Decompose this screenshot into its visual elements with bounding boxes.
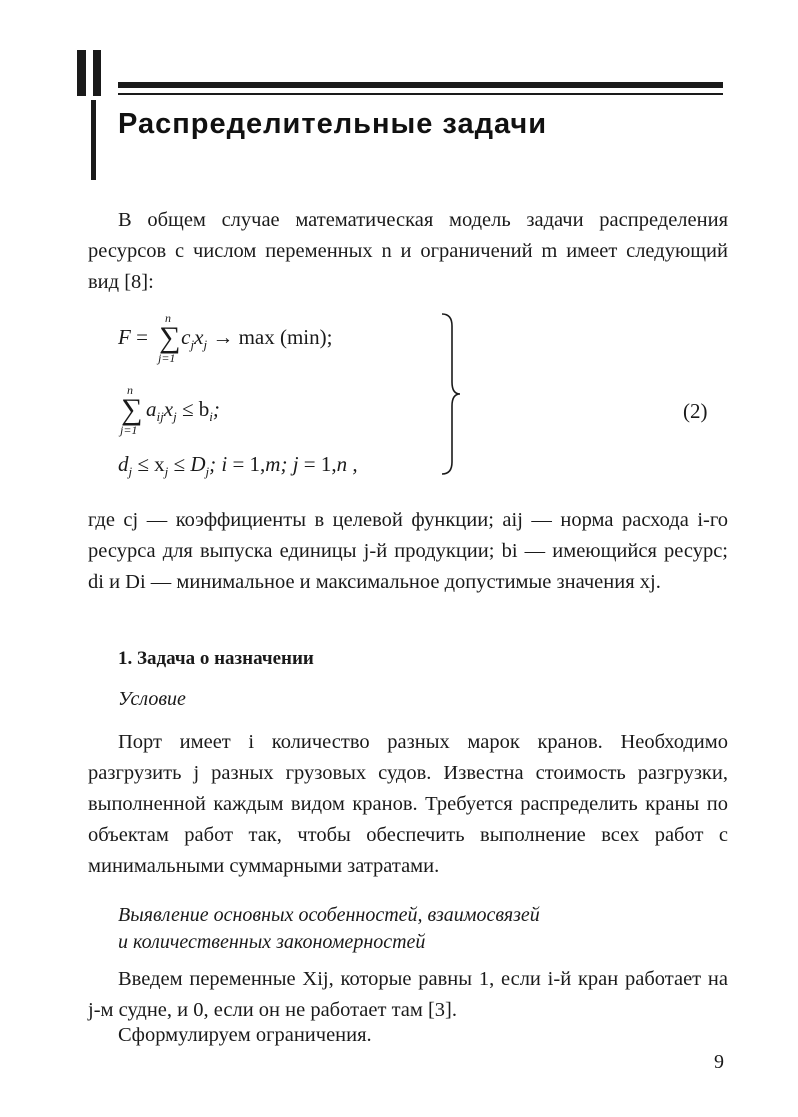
condition-label: Условие [118, 688, 186, 710]
condition-paragraph [88, 727, 728, 882]
objective-function: F = n ∑ j=1 $c_jx_j \to \max (\min)$; [118, 311, 333, 365]
constraints-paragraph [88, 1020, 728, 1051]
chapter-mark-bar-1 [77, 50, 86, 96]
chapter-mark-bar-3 [91, 100, 96, 180]
constraints-text: Сформулируем ограничения. [118, 1024, 372, 1046]
constraint-tail: ≤ b [181, 397, 210, 421]
variables-paragraph [88, 964, 728, 1026]
sum-symbol: n ∑ j=1 [120, 383, 143, 437]
legend-paragraph [88, 505, 728, 598]
page-number: 9 [714, 1051, 724, 1073]
header-rule-thin [118, 93, 723, 95]
bounds-line: ≤ x [137, 452, 165, 476]
objective-tail: → max (min); [212, 325, 333, 349]
resource-constraint: n ∑ j=1 $a_{ij}x_j \le b_i$; [120, 383, 220, 437]
legend-text: где cj — коэффициенты в целевой функции; aij — норма расхода i-го ресурса для выпуска единицы j-й продукции; bi — имеющийся ресурс; di и Di — минимальное и максимальное допустимые значения xj. [88, 509, 728, 593]
header-rule-thick [118, 82, 723, 88]
analysis-heading-line2: и количественных закономерностей [118, 931, 426, 953]
bounds-constraint: $d_j \le x_j \le D_j$; i = 1,m; j = 1,n , [118, 452, 358, 480]
analysis-heading-line1: Выявление основных особенностей, взаимосвязей [118, 904, 540, 926]
sum-symbol: n ∑ j=1 [158, 311, 181, 365]
right-brace [440, 312, 462, 476]
equation-number: (2) [683, 399, 708, 423]
intro-paragraph [88, 205, 728, 298]
variables-text: Введем переменные Xij, которые равны 1, если i-й кран работает на j-м судне, и 0, если он не работает там [3]. [88, 968, 728, 1021]
condition-text: Порт имеет i количество разных марок кранов. Необходимо разгрузить j разных грузовых судов. Известна стоимость разгрузки, выполненной каждым видом кранов. Требуется распределить краны по объектам работ так, чтобы обеспечить выполнение всех работ с минимальными суммарными затратами. [88, 731, 728, 877]
chapter-mark-bar-2 [93, 50, 101, 96]
intro-text: В общем случае математическая модель задачи распределения ресурсов с числом переменных n и ограничений m имеет следующий вид [8]: [88, 209, 728, 293]
section-heading: 1. Задача о назначении [118, 648, 314, 669]
chapter-title: Распределительные задачи [118, 108, 548, 140]
